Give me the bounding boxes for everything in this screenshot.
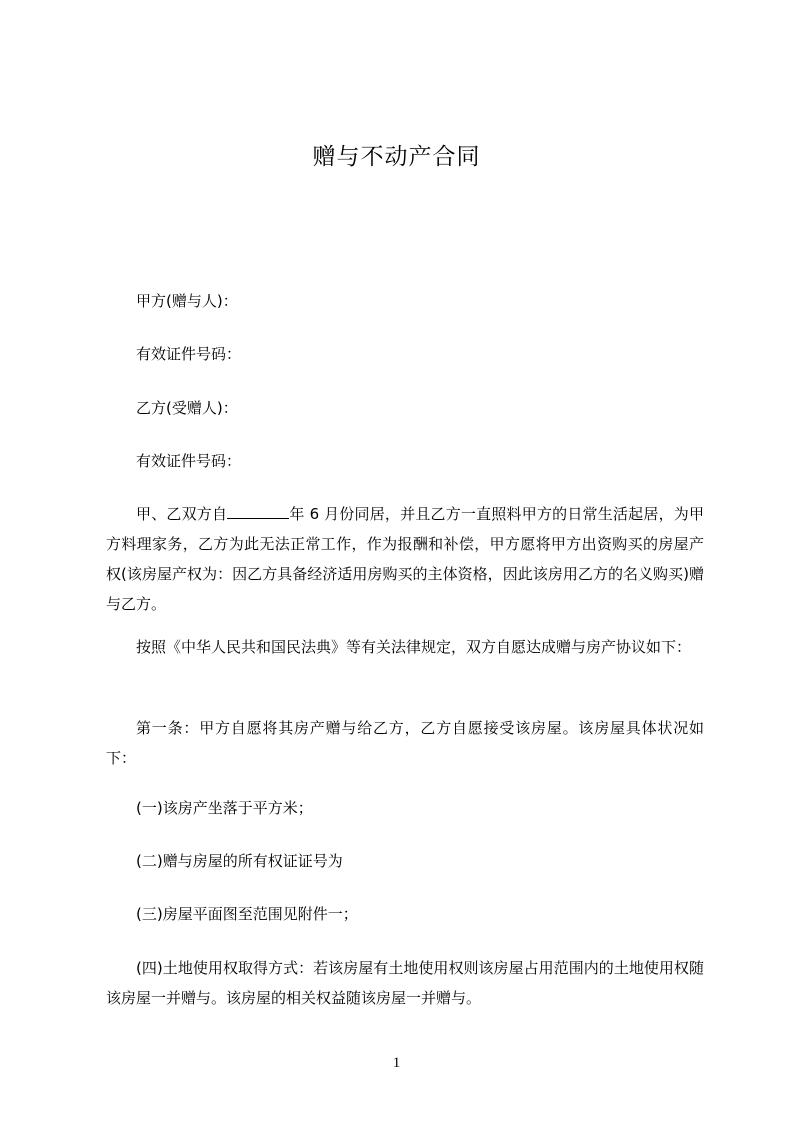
- party-b-label: 乙方(受赠人)：: [136, 399, 238, 417]
- page-number: 1: [392, 1055, 401, 1071]
- article-1-paragraph: 第一条：甲方自愿将其房产赠与给乙方，乙方自愿接受该房屋。该房屋具体状况如下：: [106, 719, 704, 767]
- document-title: 赠与不动产合同: [312, 144, 481, 170]
- item-2-certificate: (二)赠与房屋的所有权证证号为: [136, 852, 343, 870]
- item-3-floor-plan: (三)房屋平面图至范围见附件一；: [136, 905, 358, 923]
- party-a-id-label: 有效证件号码：: [136, 345, 242, 363]
- year-blank-line: [227, 505, 289, 519]
- item-1-location: (一)该房产坐落于平方米；: [136, 799, 313, 817]
- cohabitation-start: 甲、乙双方自: [136, 505, 228, 523]
- party-a-label: 甲方(赠与人)：: [136, 292, 238, 310]
- law-basis-paragraph: 按照《中华人民共和国民法典》等有关法律规定，双方自愿达成赠与房产协议如下：: [136, 638, 692, 656]
- cohabitation-paragraph: [106, 499, 704, 619]
- party-b-id-label: 有效证件号码：: [136, 452, 242, 470]
- cohabitation-rest: 年 6 月份同居，并且乙方一直照料甲方的日常生活起居，为甲方料理家务，乙方为此无法正常工作，作为报酬和补偿，甲方愿将甲方出资购买的房屋产权(该房屋产权为：因乙方具备经济适用房购买的主体资格，因此该房用乙方的名义购买)赠与乙方。: [106, 505, 704, 613]
- item-4-land-use-rights: (四)土地使用权取得方式：若该房屋有土地使用权则该房屋占用范围内的土地使用权随该房屋一并赠与。该房屋的相关权益随该房屋一并赠与。: [106, 959, 704, 1007]
